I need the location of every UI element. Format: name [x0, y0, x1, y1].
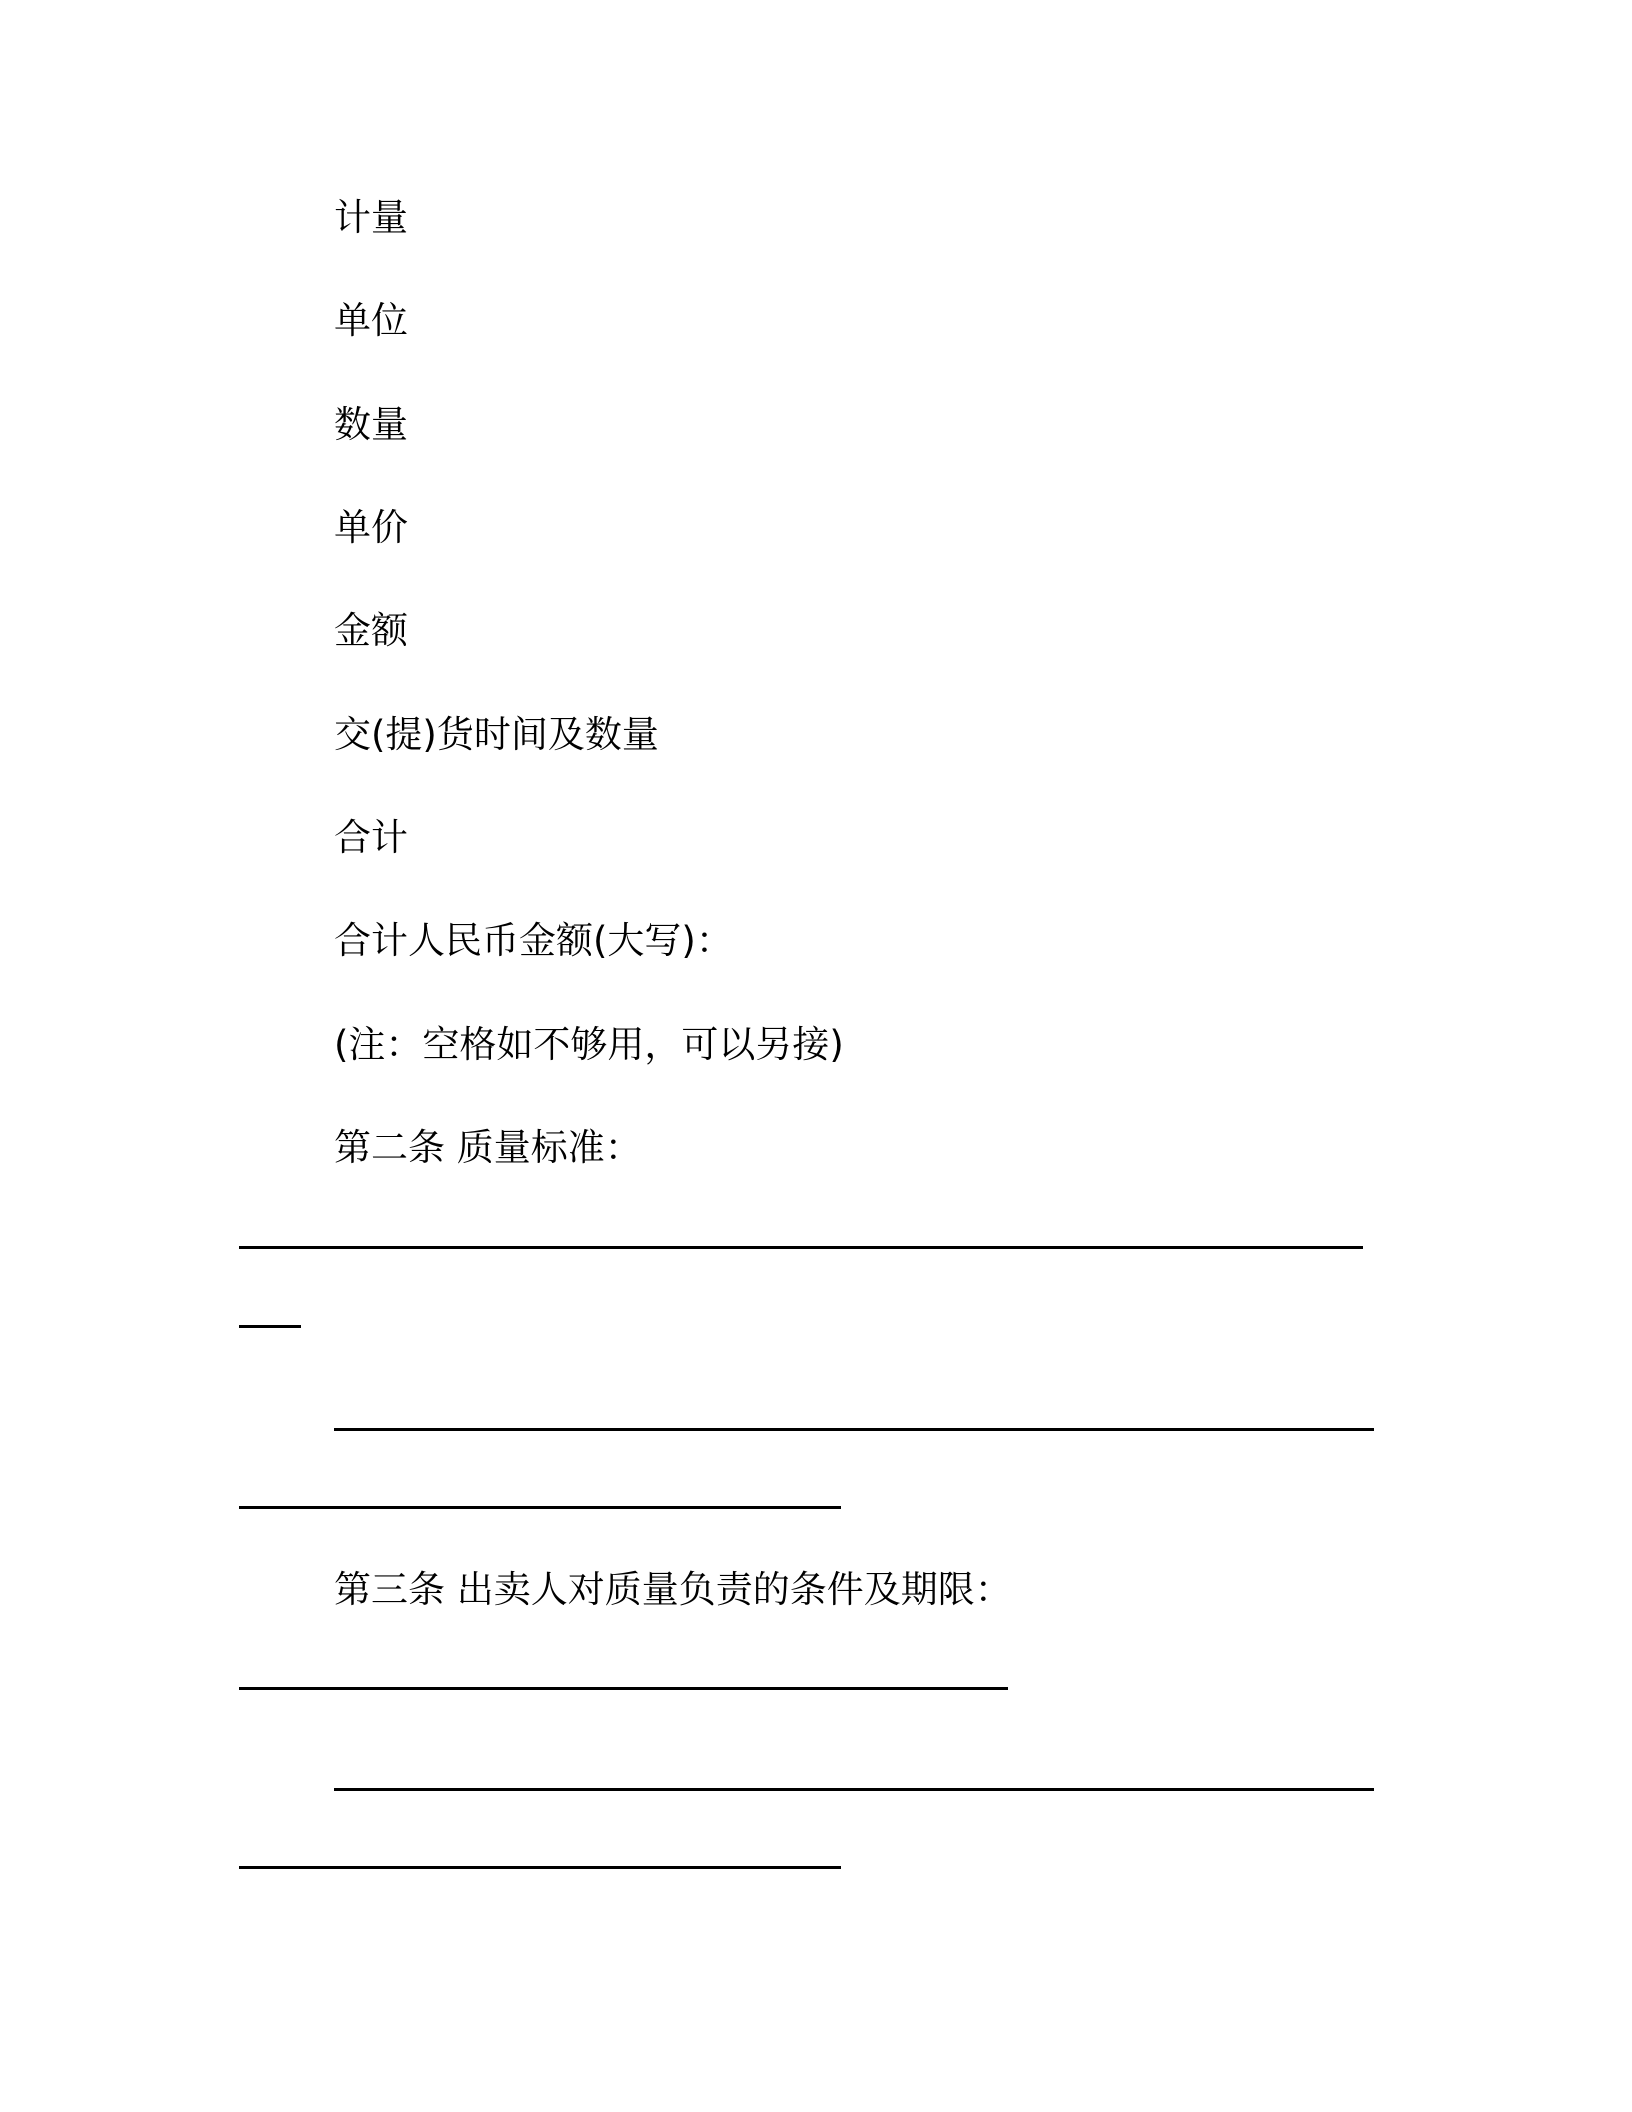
- note-text: (注：空格如不够用，可以另接): [334, 1023, 844, 1066]
- label-total-rmb: 合计人民币金额(大写)：: [334, 919, 733, 962]
- label-unit: 单位: [334, 299, 408, 342]
- blank-line: [239, 1325, 301, 1328]
- article-3-heading: 第三条 出卖人对质量负责的条件及期限：: [334, 1568, 1012, 1611]
- blank-line: [239, 1506, 841, 1509]
- blank-line: [239, 1246, 1363, 1249]
- blank-line: [334, 1788, 1374, 1791]
- blank-line: [239, 1866, 841, 1869]
- label-measure: 计量: [334, 196, 408, 239]
- label-total: 合计: [334, 816, 408, 859]
- label-amount: 金额: [334, 609, 408, 652]
- article-2-heading: 第二条 质量标准：: [334, 1126, 642, 1169]
- label-delivery-time: 交(提)货时间及数量: [334, 713, 659, 756]
- label-unit-price: 单价: [334, 506, 408, 549]
- blank-line: [334, 1428, 1374, 1431]
- blank-line: [239, 1687, 1008, 1690]
- label-quantity: 数量: [334, 403, 408, 446]
